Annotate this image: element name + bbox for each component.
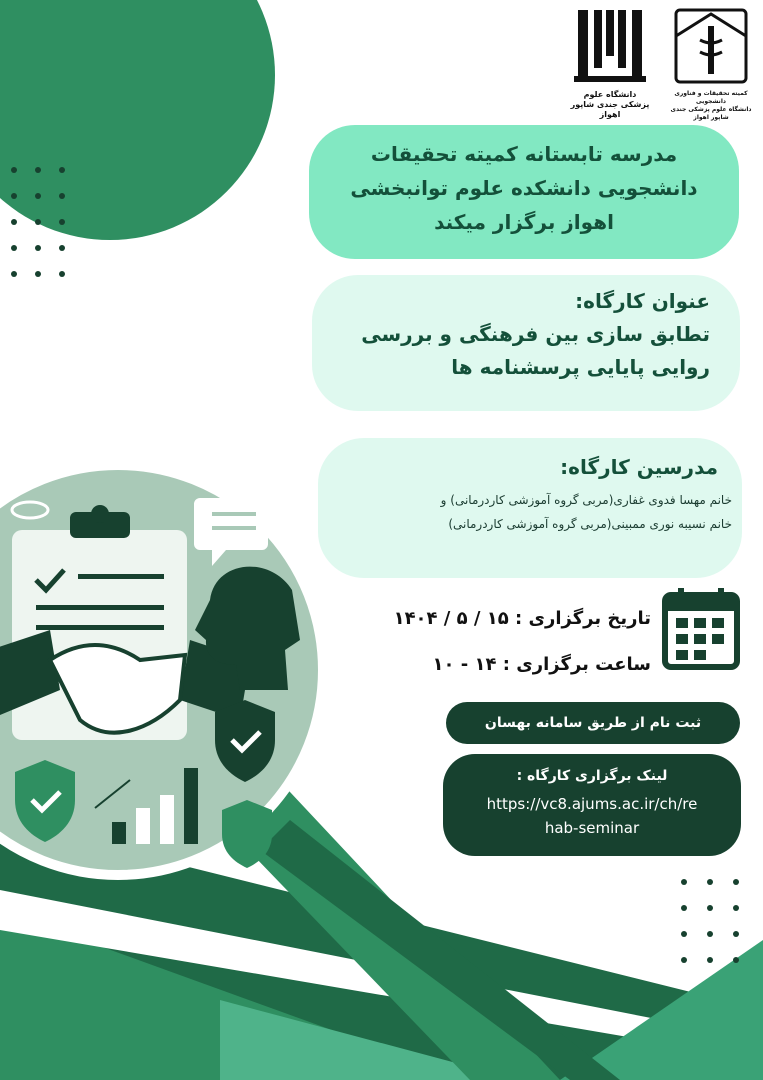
instructors-card	[318, 438, 742, 578]
link-heading: لینک برگزاری کارگاه :	[516, 768, 668, 784]
link-url-line-1[interactable]: https://vc8.ajums.ac.ir/ch/re	[486, 795, 698, 813]
workshop-title-line-1: تطابق سازی بین فرهنگی و بررسی	[361, 322, 710, 346]
header-line-3: اهواز برگزار میکند	[434, 210, 614, 234]
schedule-block	[394, 596, 651, 688]
workshop-link-card	[443, 754, 741, 856]
university-logo	[570, 6, 650, 120]
instructor-line-1: خانم مهسا فدوی غفاری(مربی گروه آموزشی کاردرمانی) و	[440, 493, 732, 507]
workshop-title-card	[312, 275, 740, 411]
header-banner	[309, 125, 739, 259]
calendar-icon	[665, 588, 737, 667]
header-line-2: دانشجویی دانشکده علوم توانبخشی	[350, 176, 698, 200]
header-line-1: مدرسه تابستانه کمیته تحقیقات	[370, 142, 678, 166]
instructor-line-2: خانم نسیبه نوری ممبینی(مربی گروه آموزشی کاردرمانی)	[448, 517, 732, 531]
committee-logo-text-1: کمیته تحقیقات و فناوری دانشجویی	[674, 90, 748, 105]
committee-logo	[664, 6, 758, 122]
workshop-title-line-2: روایی پایایی پرسشنامه ها	[451, 355, 710, 379]
dot-grid-bottom-right	[681, 879, 739, 963]
event-time: ساعت برگزاری : ۱۴ - ۱۰	[432, 654, 651, 675]
university-logo-text: دانشگاه علوم پزشکی جندی شاپور اهواز	[570, 90, 650, 119]
instructors-heading: مدرسین کارگاه:	[560, 455, 718, 479]
decor-circle-top	[0, 0, 275, 240]
link-url-line-2[interactable]: hab-seminar	[544, 819, 640, 837]
workshop-heading: عنوان کارگاه:	[575, 289, 710, 313]
event-date: تاریخ برگزاری : ۱۵ / ۵ / ۱۴۰۴	[393, 608, 651, 629]
committee-logo-text-2: دانشگاه علوم پزشکی جندی شاپور اهواز	[670, 106, 752, 121]
workshop-link-url[interactable]	[443, 786, 741, 840]
registration-badge[interactable]: ثبت نام از طریق سامانه بهسان	[446, 702, 740, 744]
